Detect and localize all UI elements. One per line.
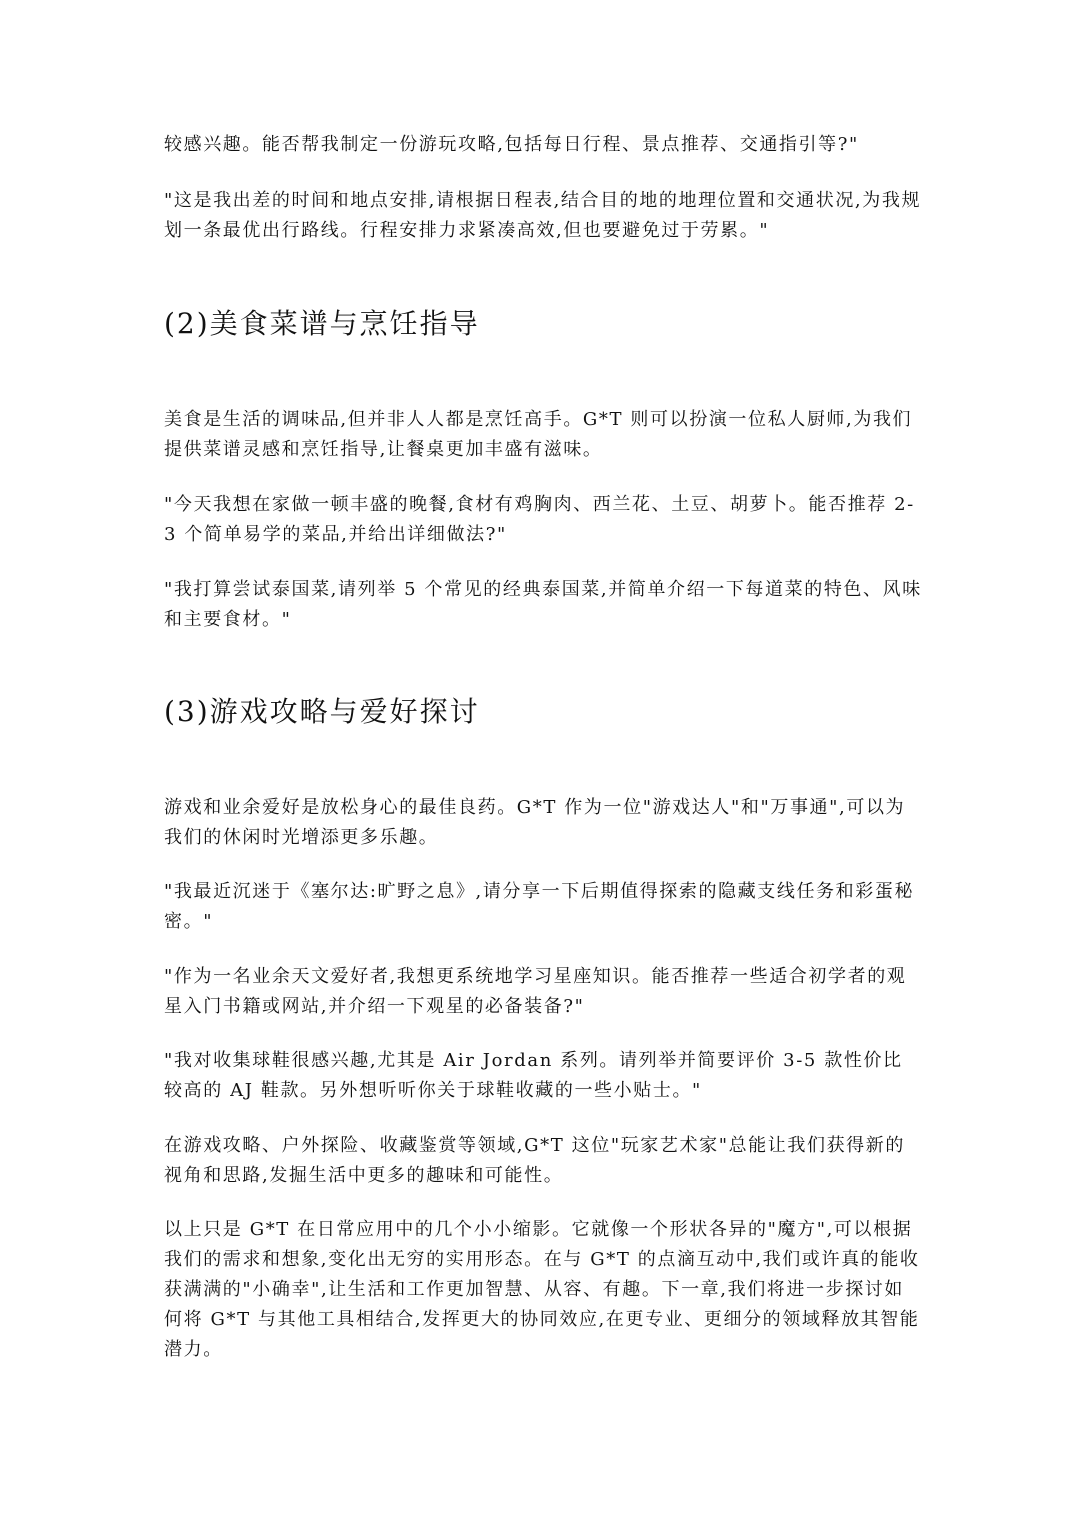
paragraph-food-intro: 美食是生活的调味品,但并非人人都是烹饪高手。G*T 则可以扮演一位私人厨师,为我们提供菜谱灵感和烹饪指导,让餐桌更加丰盛有滋味。: [164, 409, 913, 460]
paragraph-travel-request-end: 较感兴趣。能否帮我制定一份游玩攻略,包括每日行程、景点推荐、交通指引等?": [164, 134, 859, 155]
paragraph-astronomy-request: "作为一名业余天文爱好者,我想更系统地学习星座知识。能否推荐一些适合初学者的观星入门书籍或网站,并介绍一下观星的必备装备?": [164, 966, 907, 1017]
paragraph-business-trip-request: "这是我出差的时间和地点安排,请根据日程表,结合目的地的地理位置和交通状况,为我规划一条最优出行路线。行程安排力求紧凑高效,但也要避免过于劳累。": [164, 190, 922, 241]
paragraph-dinner-request: "今天我想在家做一顿丰盛的晚餐,食材有鸡胸肉、西兰花、土豆、胡萝卜。能否推荐 2-3 个简单易学的菜品,并给出详细做法?": [164, 494, 915, 545]
paragraph-games-intro: 游戏和业余爱好是放松身心的最佳良药。G*T 作为一位"游戏达人"和"万事通",可以为我们的休闲时光增添更多乐趣。: [164, 797, 906, 848]
section-heading-food: (2)美食菜谱与烹饪指导: [164, 307, 480, 340]
paragraph-zelda-request: "我最近沉迷于《塞尔达:旷野之息》,请分享一下后期值得探索的隐藏支线任务和彩蛋秘密。": [164, 881, 915, 932]
section-heading-games: (3)游戏攻略与爱好探讨: [164, 695, 480, 728]
paragraph-sneaker-request: "我对收集球鞋很感兴趣,尤其是 Air Jordan 系列。请列举并简要评价 3-5 款性价比较高的 AJ 鞋款。另外想听听你关于球鞋收藏的一些小贴士。": [164, 1050, 903, 1101]
paragraph-chapter-conclusion: 以上只是 G*T 在日常应用中的几个小小缩影。它就像一个形状各异的"魔方",可以根据我们的需求和想象,变化出无穷的实用形态。在与 G*T 的点滴互动中,我们或许真的能收获满满的"小确幸",让生活和工作更加智慧、从容、有趣。下一章,我们将进一步探讨如何将 G*T 与其他工具相结合,发挥更大的协同效应,在更专业、更细分的领域释放其智能潜力。: [164, 1219, 920, 1360]
paragraph-hobby-summary: 在游戏攻略、户外探险、收藏鉴赏等领域,G*T 这位"玩家艺术家"总能让我们获得新的视角和思路,发掘生活中更多的趣味和可能性。: [164, 1135, 905, 1186]
paragraph-thai-request: "我打算尝试泰国菜,请列举 5 个常见的经典泰国菜,并简单介绍一下每道菜的特色、风味和主要食材。": [164, 579, 922, 630]
